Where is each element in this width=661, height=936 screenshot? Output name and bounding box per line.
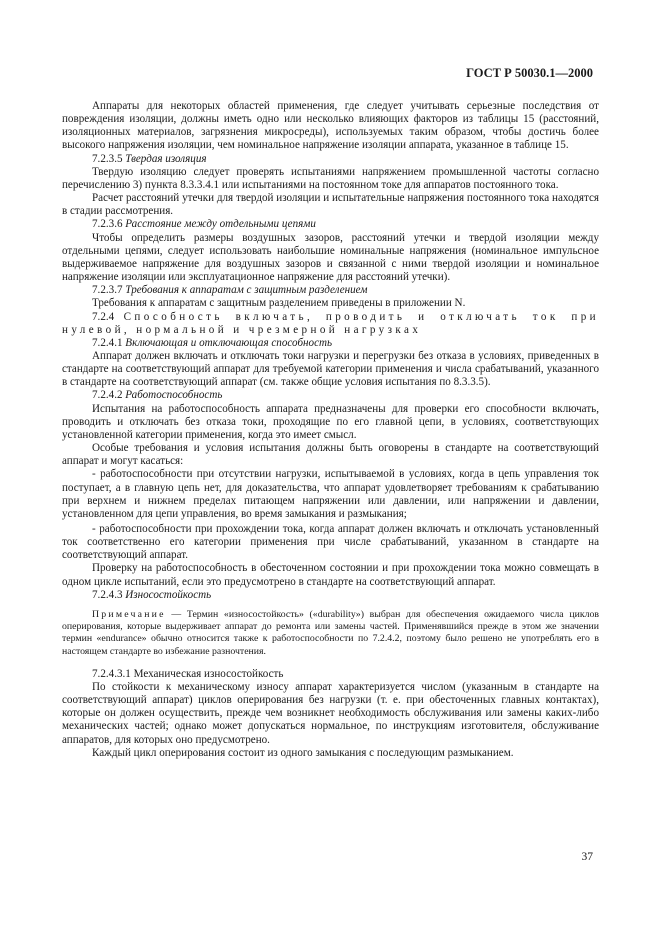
note-text: — Термин «износостойкость» («durability») выбран для обеспечения ожидаемого числа циклов оперирования, которые выдерживает аппарат до ремонта или замены частей. Применявшийся прежде в этом же значении термин «endurance» обычно относится также к работоспособности по 7.2.4.2, поэтому было решено не употреблять его в настоящем стандарте во избежание разночтения. [62, 608, 600, 657]
paragraph: Расчет расстояний утечки для твердой изоляции и испытательные напряжения постоянного тока находятся в стадии рассмотрения. [62, 192, 599, 218]
paragraph: Твердую изоляцию следует проверять испытаниями напряжением промышленной частоты согласно перечислению 3) пункта 8.3.3.4.1 или испытаниями на постоянном токе для аппаратов постоянного тока. [62, 165, 599, 191]
section-title: Требования к аппаратам с защитным разделением [125, 284, 368, 297]
document-body [62, 100, 599, 760]
section-number: 7.2.3.5 [92, 152, 123, 165]
subsection-heading [62, 389, 599, 402]
section-title: Способность включать, проводить и отключать ток при нулевой, нормальной и чрезмерной нагрузках [62, 310, 599, 336]
subsection-heading [62, 153, 599, 166]
note-label: Примечание [92, 608, 166, 620]
page-number: 37 [581, 851, 593, 863]
section-number: 7.2.4.3 [92, 588, 123, 601]
paragraph: По стойкости к механическому износу аппарат характеризуется числом (указанным в стандарте на соответствующий аппарат) циклов оперирования без нагрузки (т. е. при обесточенных главных контактах), которые он должен осуществить, прежде чем возникнет необходимость обслуживания или замены каких-либо механических частей; однако может допускаться нормальное, по инструкциям изготовителя, обслуживание аппаратов, для которых оно предусмотрено. [62, 680, 599, 746]
subsection-heading [62, 337, 599, 350]
section-number: 7.2.3.7 [92, 284, 123, 297]
section-number: 7.2.4.2 [92, 389, 123, 402]
section-number: 7.2.4.1 [92, 336, 123, 349]
paragraph: Проверку на работоспособность в обесточенном состоянии и при прохождении тока можно совмещать в одном цикле испытаний, если это предусмотрено в стандарте на соответствующий аппарат. [62, 562, 599, 588]
section-heading [62, 311, 599, 337]
note-block [62, 609, 599, 658]
section-title: Твердая изоляция [125, 152, 207, 165]
section-title: Работоспособность [125, 389, 223, 402]
section-title: Включающая и отключающая способность [125, 336, 333, 349]
subsection-heading [62, 218, 599, 231]
section-7-2-3-5-to-7-2-4-3 [62, 100, 599, 602]
paragraph: - работоспособности при прохождении тока, когда аппарат должен включать и отключать установленный ток соответственно его категории применения при числе срабатываний, указанном в стандарте на соответствующий аппарат. [62, 523, 599, 562]
paragraph: Требования к аппаратам с защитным разделением приведены в приложении N. [92, 297, 466, 310]
paragraph: Испытания на работоспособность аппарата предназначены для проверки его способности включать, проводить и отключать без отказа токи, проходящие по его главной цепи, в условиях, соответствующих установленной категории применения, когда это имеет смысл. [62, 402, 599, 441]
section-number: 7.2.3.6 [92, 218, 123, 231]
paragraph: Каждый цикл оперирования состоит из одного замыкания с последующим размыканием. [92, 746, 514, 759]
section-number: 7.2.4 [92, 310, 115, 323]
section-title: Износостойкость [125, 588, 212, 601]
subsection-heading [62, 589, 599, 602]
paragraph: Чтобы определить размеры воздушных зазоров, расстояний утечки и твердой изоляции между отдельными цепями, следует использовать наибольшие номинальные напряжения (номинальное импульсное выдерживаемое напряжение для воздушных зазоров и связанной с ними твердой изоляции и номинальное напряжение изоляции или эксплуатационное напряжение для расстояний утечки). [62, 231, 599, 284]
section-title: Расстояние между отдельными цепями [125, 218, 316, 231]
paragraph: - работоспособности при отсутствии нагрузки, испытываемой в условиях, когда в цепь управления ток поступает, а в главную цепь нет, для доказательства, что аппарат удовлетворяет требованиям к срабатыванию при верхнем и нижнем пределах питающем напряжении или давлении, или напряжении и давлении, установленном для цепи управления, во время замыкания и размыкания; [62, 468, 599, 520]
paragraph: Аппарат должен включать и отключать токи нагрузки и перегрузки без отказа в условиях, приведенных в стандарте на соответствующий аппарат для требуемой категории применения и числа срабатываний, указанного в стандарте на соответствующий аппарат (см. также общие условия испытания по 8.3.3.5). [62, 349, 599, 389]
paragraph: Аппараты для некоторых областей применения, где следует учитывать серьезные последствия от повреждения изоляции, должны иметь одно или несколько влияющих факторов из таблицы 15 (расстояний, изоляционных материалов, загрязнения микросреды), используемых таким образом, чтобы достичь более высокого напряжения изоляции, чем номинальное напряжение изоляции аппарата, указанное в таблице 15. [62, 100, 599, 152]
subsection-heading [62, 284, 599, 297]
paragraph: Особые требования и условия испытания должны быть оговорены в стандарте на соответствующий аппарат и могут касаться: [62, 442, 599, 468]
standard-header: ГОСТ Р 50030.1—2000 [466, 66, 593, 80]
subsection-heading: 7.2.4.3.1 Механическая износостойкость [92, 667, 284, 680]
section-7-2-4-3-1 [62, 668, 599, 760]
